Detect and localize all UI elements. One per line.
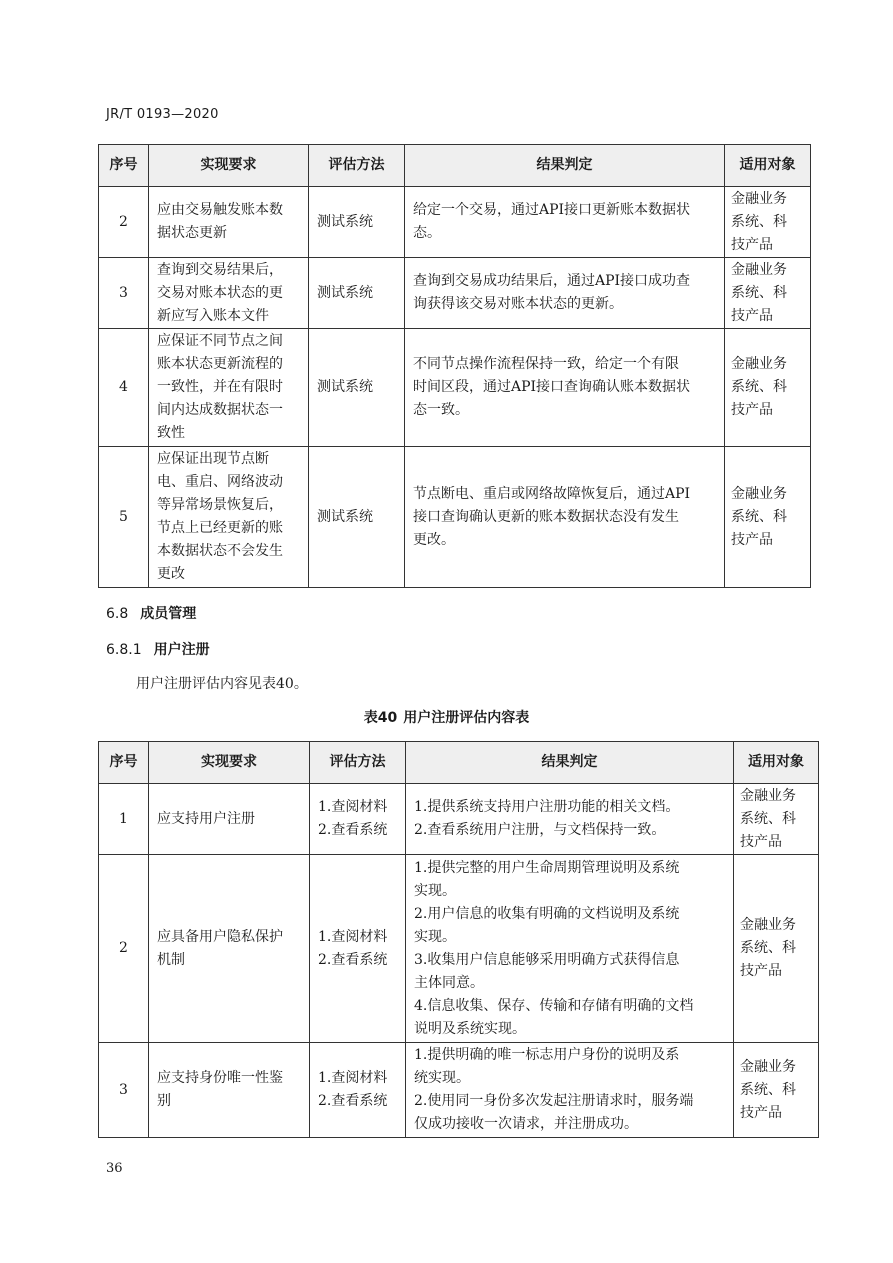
result-line: 说明及系统实现。 (414, 1020, 526, 1037)
method-cell (310, 1043, 406, 1138)
scope-cell (725, 258, 811, 329)
method-cell (310, 784, 406, 855)
scope-line: 金融业务 (740, 1058, 796, 1075)
result-line: 时间区段，通过API接口查询确认账本数据状 (413, 379, 691, 395)
scope-line: 技产品 (731, 236, 773, 253)
result-line: 统实现。 (414, 1070, 470, 1086)
scope-line: 系统、科 (731, 213, 787, 230)
result-line: 实现。 (414, 928, 456, 945)
result-line: 1.提供明确的唯一标志用户身份的说明及系 (414, 1047, 680, 1063)
method-line: 测试系统 (317, 284, 373, 301)
table-header-row (99, 742, 819, 784)
requirement-line: 账本状态更新流程的 (157, 356, 283, 372)
row-number: 5 (99, 447, 149, 588)
row-number: 3 (99, 1043, 149, 1138)
method-cell (309, 187, 405, 258)
result-line: 仅成功接收一次请求，并注册成功。 (414, 1116, 638, 1132)
requirement-line: 应具备用户隐私保护 (157, 928, 283, 945)
row-number: 1 (99, 784, 149, 855)
requirement-line: 应支持身份唯一性鉴 (157, 1070, 283, 1086)
result-line: 不同节点操作流程保持一致，给定一个有限 (413, 356, 679, 372)
column-header-no: 序号 (99, 742, 149, 784)
result-line: 2.用户信息的收集有明确的文档说明及系统 (414, 905, 680, 922)
requirement-line: 应保证出现节点断 (157, 451, 269, 467)
section-title: 成员管理 (140, 606, 197, 622)
column-header-method: 评估方法 (309, 145, 405, 187)
page-number: 36 (106, 1161, 123, 1176)
scope-line: 系统、科 (740, 810, 796, 827)
requirement-line: 电、重启、网络波动 (157, 474, 283, 490)
column-header-result: 结果判定 (406, 742, 734, 784)
table-row (99, 187, 811, 258)
requirement-line: 节点上已经更新的账 (157, 520, 283, 536)
scope-line: 金融业务 (731, 356, 787, 372)
scope-cell (725, 329, 811, 447)
scope-line: 金融业务 (740, 917, 796, 933)
user-registration-table (98, 741, 819, 1138)
result-line: 主体同意。 (414, 974, 484, 991)
method-line: 2.查看系统 (318, 951, 388, 968)
result-cell (406, 784, 734, 855)
requirement-cell (149, 187, 309, 258)
subsection-heading (106, 639, 210, 659)
column-header-scope: 适用对象 (725, 145, 811, 187)
requirement-line: 新应写入账本文件 (157, 307, 269, 324)
table-caption-title: 用户注册评估内容表 (403, 710, 530, 726)
scope-cell (734, 1043, 819, 1138)
row-number: 2 (99, 855, 149, 1043)
scope-line: 系统、科 (731, 379, 787, 395)
row-number: 3 (99, 258, 149, 329)
result-cell (406, 1043, 734, 1138)
result-line: 3.收集用户信息能够采用明确方式获得信息 (414, 951, 680, 968)
method-line: 2.查看系统 (318, 822, 388, 838)
column-header-no: 序号 (99, 145, 149, 187)
result-cell (405, 187, 725, 258)
row-number: 4 (99, 329, 149, 447)
scope-line: 技产品 (731, 531, 773, 548)
table-row (99, 1043, 819, 1138)
result-line: 实现。 (414, 882, 456, 899)
scope-line: 系统、科 (731, 508, 787, 525)
result-line: 2.查看系统用户注册，与文档保持一致。 (414, 822, 666, 838)
method-line: 测试系统 (317, 213, 373, 230)
column-header-requirement: 实现要求 (149, 742, 310, 784)
result-line: 1.提供完整的用户生命周期管理说明及系统 (414, 859, 680, 876)
column-header-scope: 适用对象 (734, 742, 819, 784)
section-number: 6.8 (106, 606, 129, 622)
table-row (99, 855, 819, 1043)
method-line: 测试系统 (317, 379, 373, 395)
requirement-line: 等异常场景恢复后， (157, 497, 283, 513)
result-line: 态。 (413, 225, 441, 241)
scope-cell (725, 187, 811, 258)
scope-line: 金融业务 (731, 261, 787, 278)
requirement-line: 据状态更新 (157, 225, 227, 241)
method-line: 测试系统 (317, 508, 373, 525)
column-header-method: 评估方法 (310, 742, 406, 784)
table-caption (0, 707, 893, 727)
requirement-line: 别 (157, 1093, 171, 1109)
scope-line: 技产品 (740, 1104, 782, 1121)
result-line: 4.信息收集、保存、传输和存储有明确的文档 (414, 997, 694, 1014)
table-row (99, 784, 819, 855)
body-paragraph: 用户注册评估内容见表40。 (136, 676, 308, 692)
table-row (99, 329, 811, 447)
scope-line: 金融业务 (731, 485, 787, 502)
result-cell (406, 855, 734, 1043)
scope-line: 系统、科 (740, 940, 796, 956)
result-line: 节点断电、重启或网络故障恢复后，通过API (413, 485, 691, 502)
scope-line: 系统、科 (731, 284, 787, 301)
requirement-line: 致性 (157, 425, 185, 441)
table-row (99, 447, 811, 588)
requirement-cell (149, 855, 310, 1043)
scope-cell (734, 784, 819, 855)
requirement-line: 一致性，并在有限时 (157, 379, 283, 395)
requirement-line: 机制 (157, 951, 185, 968)
requirement-line: 应由交易触发账本数 (157, 202, 283, 218)
result-line: 询获得该交易对账本状态的更新。 (413, 296, 623, 312)
result-cell (405, 258, 725, 329)
result-line: 更改。 (413, 531, 455, 548)
result-line: 态一致。 (413, 402, 469, 418)
requirement-cell (149, 1043, 310, 1138)
result-line: 1.提供系统支持用户注册功能的相关文档。 (414, 799, 680, 815)
method-cell (309, 258, 405, 329)
scope-line: 系统、科 (740, 1081, 796, 1098)
requirement-line: 更改 (157, 566, 185, 582)
method-line: 1.查阅材料 (318, 928, 388, 945)
result-cell (405, 447, 725, 588)
requirement-line: 交易对账本状态的更 (157, 284, 283, 301)
column-header-result: 结果判定 (405, 145, 725, 187)
requirement-line: 本数据状态不会发生 (157, 543, 283, 559)
row-number: 2 (99, 187, 149, 258)
scope-line: 技产品 (731, 307, 773, 324)
table-header-row (99, 145, 811, 187)
result-line: 2.使用同一身份多次发起注册请求时，服务端 (414, 1093, 694, 1109)
scope-line: 技产品 (740, 963, 782, 979)
standard-code: JR/T 0193—2020 (106, 107, 219, 122)
requirement-line: 间内达成数据状态一 (157, 402, 283, 418)
subsection-title: 用户注册 (153, 642, 210, 658)
result-cell (405, 329, 725, 447)
scope-line: 技产品 (740, 833, 782, 850)
requirement-line: 应支持用户注册 (157, 810, 255, 827)
method-cell (309, 329, 405, 447)
method-cell (310, 855, 406, 1043)
section-heading (106, 603, 196, 623)
table-caption-number: 表40 (363, 710, 398, 726)
method-line: 1.查阅材料 (318, 799, 388, 815)
scope-line: 技产品 (731, 402, 773, 418)
scope-cell (734, 855, 819, 1043)
method-cell (309, 447, 405, 588)
continued-requirements-table (98, 144, 811, 588)
column-header-requirement: 实现要求 (149, 145, 309, 187)
requirement-cell (149, 329, 309, 447)
scope-line: 金融业务 (740, 787, 796, 804)
scope-cell (725, 447, 811, 588)
scope-line: 金融业务 (731, 190, 787, 207)
result-line: 给定一个交易，通过API接口更新账本数据状 (413, 202, 691, 218)
result-line: 接口查询确认更新的账本数据状态没有发生 (413, 508, 679, 525)
result-line: 查询到交易成功结果后，通过API接口成功查 (413, 273, 691, 289)
requirement-cell (149, 447, 309, 588)
requirement-line: 查询到交易结果后， (157, 261, 283, 278)
method-line: 2.查看系统 (318, 1093, 388, 1109)
method-line: 1.查阅材料 (318, 1070, 388, 1086)
requirement-cell (149, 258, 309, 329)
requirement-line: 应保证不同节点之间 (157, 333, 283, 349)
table-row (99, 258, 811, 329)
subsection-number: 6.8.1 (106, 642, 142, 658)
requirement-cell (149, 784, 310, 855)
